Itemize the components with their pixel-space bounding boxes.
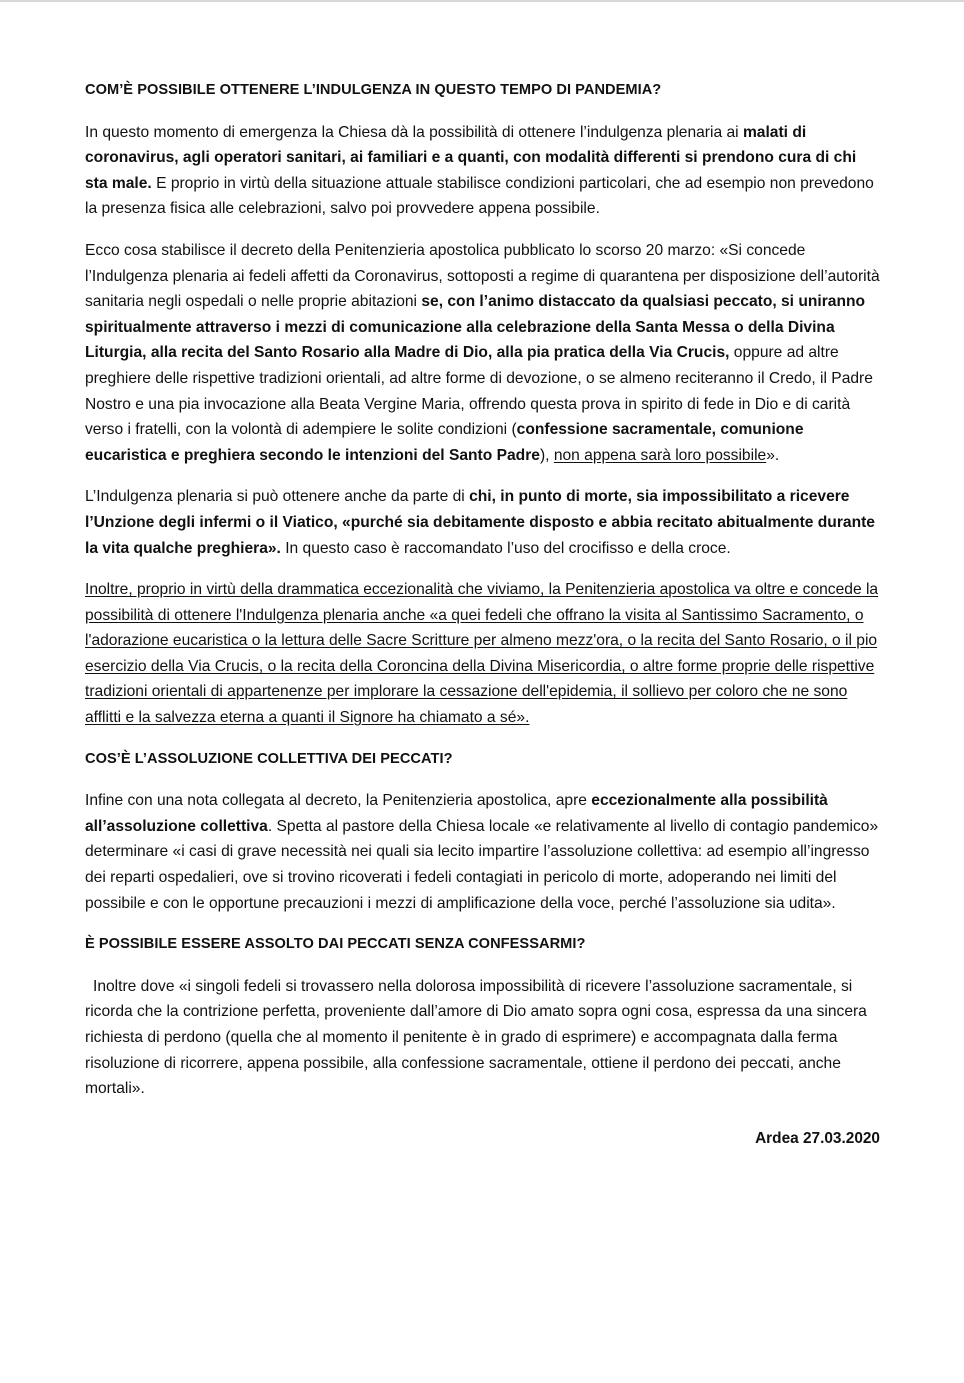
heading-indulgenza: COM’È POSSIBILE OTTENERE L’INDULGENZA IN QUESTO TEMPO DI PANDEMIA? [85,82,662,98]
paragraph-assoluzione [85,788,880,916]
paragraph-decreto-bold-d: confessione sacramentale, comunione eucaristica e preghiera secondo le intenzioni del Santo Padre [85,421,804,464]
paragraph-decreto-bold-b: se, con l’animo distaccato da qualsiasi peccato, si uniranno spiritualmente attraverso i mezzi di comunicazione alla celebrazione della Santa Messa o della Divina Liturgia, alla recita del Santo Rosario alla Madre di Dio, alla pia pratica della Via Crucis, [85,293,866,362]
paragraph-contrizione: Inoltre dove «i singoli fedeli si trovassero nella dolorosa impossibilità di ricevere l’assoluzione sacramentale, si ricorda che la contrizione perfetta, proveniente dall’amore di Dio amato sopra ogni cosa, espressa da una sincera richiesta di perdono (quella che al momento il penitente è in grado di esprimere) e accompagnata dalla ferma risoluzione di ricorrere, appena possibile, alla confessione sacramentale, ottiene il perdono dei peccati, anche mortali». [85,977,867,1098]
paragraph-emergenza [85,120,880,222]
document-page [85,70,880,1151]
paragraph-assoluzione-text-a: Infine con una nota collegata al decreto, la Penitenzieria apostolica, apre [85,792,592,810]
paragraph-decreto-underline: non appena sarà loro possibile [553,446,767,464]
paragraph-decreto-text-c: oppure ad altre preghiere delle rispettive tradizioni orientali, ad altre forme di devozione, o se almeno reciteranno il Credo, il Padre Nostro e una pia invocazione alla Beata Vergine Maria, offrendo questa prova in spirito di fede in Dio e di carità verso i fratelli, con la volontà di adempiere le solite condizioni ( [85,344,873,439]
paragraph-decreto-text-g: ». [766,446,780,464]
page-top-border [0,0,964,2]
heading-assoluzione-collettiva: COS’È L’ASSOLUZIONE COLLETTIVA DEI PECCATI? [85,750,453,767]
paragraph-morte-text-c: In questo caso è raccomandato l’uso del crocifisso e della croce. [280,539,731,557]
paragraph-emergenza-bold: malati di coronavirus, agli operatori sanitari, ai familiari e a quanti, con modalità differenti si prendono cura di chi sta male. [85,123,857,192]
paragraph-decreto-text-e: ), [539,446,554,464]
paragraph-assoluzione-text-c: . Spetta al pastore della Chiesa locale «e relativamente al livello di contagio pandemico» determinare «i casi di grave necessità nei quali sia lecito impartire l’assoluzione collettiva: ad esempio all’ingresso dei reparti ospedalieri, ove si trovino ricoverati i fedeli contagiati in pericolo di morte, adoperando nei limiti del possibile e con le opportune precauzioni i mezzi di amplificazione della voce, perché l’assoluzione sia udita». [85,817,879,912]
signature-date: Ardea 27.03.2020 [755,1129,880,1147]
paragraph-emergenza-text-c: E proprio in virtù della situazione attuale stabilisce condizioni particolari, che ad esempio non prevedono la presenza fisica alle celebrazioni, salvo poi provvedere appena possibile. [85,174,874,218]
heading-senza-confessarmi: È POSSIBILE ESSERE ASSOLTO DAI PECCATI SENZA CONFESSARMI? [85,936,586,953]
paragraph-emergenza-text-a: In questo momento di emergenza la Chiesa dà la possibilità di ottenere l’indulgenza plenaria ai [85,123,743,141]
paragraph-punto-di-morte [85,484,880,561]
paragraph-decreto [85,238,880,468]
paragraph-assoluzione-bold: eccezionalmente alla possibilità all’assoluzione collettiva [85,792,828,835]
paragraph-morte-text-a: L’Indulgenza plenaria si può ottenere anche da parte di [85,488,470,506]
paragraph-morte-bold: chi, in punto di morte, sia impossibilitato a ricevere l’Unzione degli infermi o il Viatico, «purché sia debitamente disposto e abbia recitato abitualmente durante la vita qualche preghiera». [85,488,875,557]
paragraph-santissimo-sacramento: Inoltre, proprio in virtù della drammatica eccezionalità che viviamo, la Penitenzieria apostolica va oltre e concede la possibilità di ottenere l'Indulgenza plenaria anche «a quei fedeli che offrano la visita al Santissimo Sacramento, o l'adorazione eucaristica o la lettura delle Sacre Scritture per almeno mezz'ora, o la recita del Santo Rosario, o il pio esercizio della Via Crucis, o la recita della Coroncina della Divina Misericordia, o altre forme proprie delle rispettive tradizioni orientali di appartenenze per implorare la cessazione dell'epidemia, il sollievo per coloro che ne sono afflitti e la salvezza eterna a quanti il Signore ha chiamato a sé». [85,581,879,727]
paragraph-decreto-text-a: Ecco cosa stabilisce il decreto della Penitenzieria apostolica pubblicato lo scorso 20 marzo: «Si concede l’Indulgenza plenaria ai fedeli affetti da Coronavirus, sottoposti a regime di quarantena per disposizione dell’autorità sanitaria negli ospedali o nelle proprie abitazioni [85,241,880,311]
